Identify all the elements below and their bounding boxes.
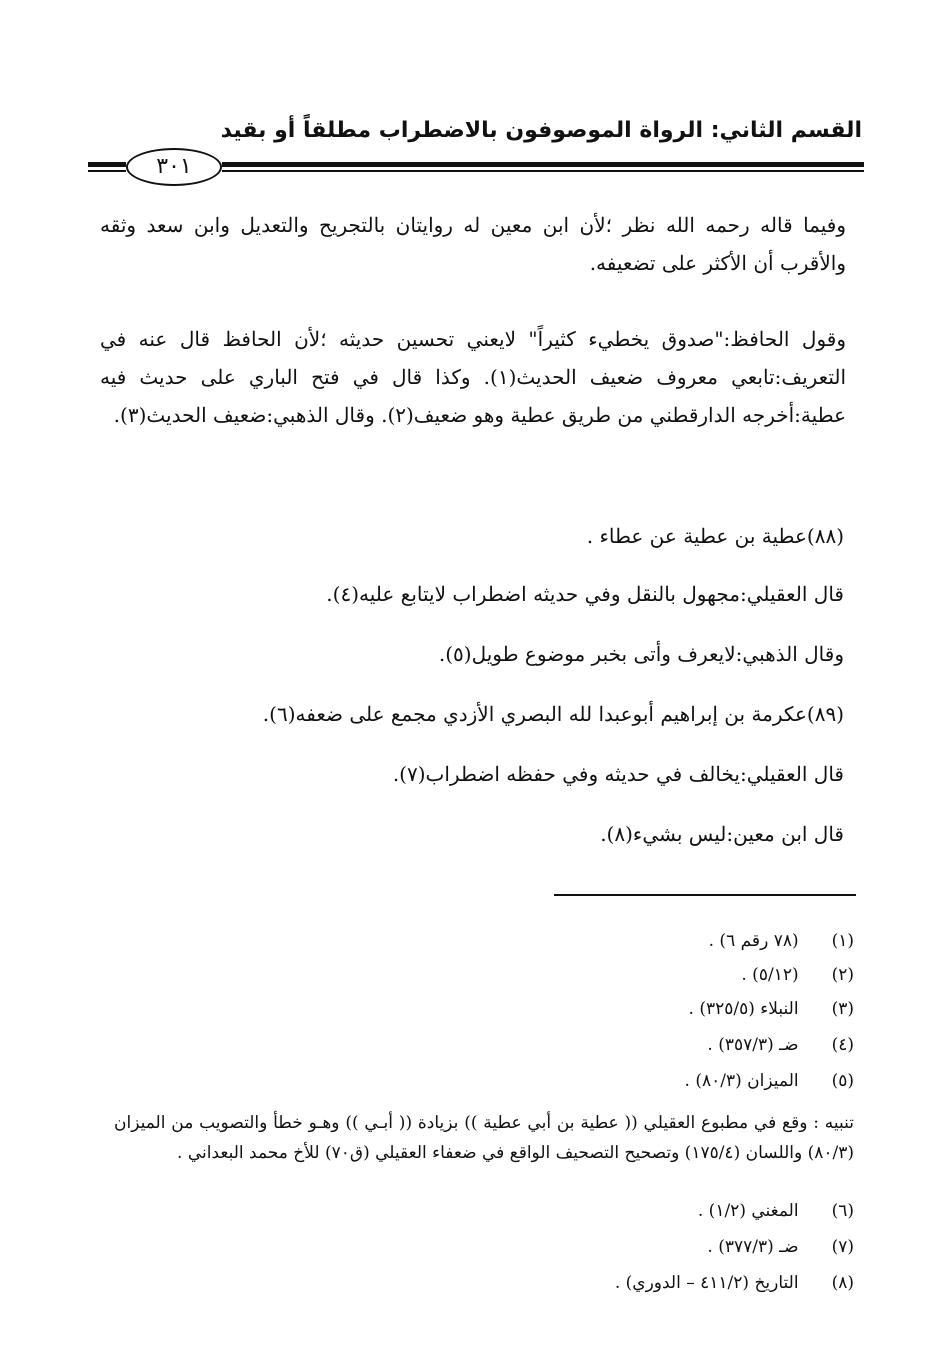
footnote-text: الميزان (٨٠/٣) . — [684, 1071, 799, 1091]
rule-right-thick — [222, 162, 864, 167]
footnote-number: (١) — [831, 931, 854, 951]
paragraph-2 — [100, 320, 846, 434]
footnote-item — [707, 1234, 854, 1260]
entry-89-line-1: قال العقيلي:يخالف في حديثه وفي حفظه اضطراب(٧). — [392, 762, 844, 786]
footnote-text: (٥/١٢) . — [741, 965, 799, 985]
entry-89: (٨٩)عكرمة بن إبراهيم أبوعبدا لله البصري الأزدي مجمع على ضعفه(٦). — [262, 702, 844, 726]
footnote-number: (٨) — [831, 1273, 854, 1293]
footnote-separator — [554, 894, 856, 896]
footnote-text: النبلاء (٣٢٥/٥) . — [688, 999, 799, 1019]
entry-89-line-2: قال ابن معين:ليس بشيء(٨). — [600, 822, 844, 846]
footnote-number: (٣) — [831, 999, 854, 1019]
footnote-text: ضـ (٣٧٧/٣) . — [707, 1237, 799, 1257]
paragraph-1 — [100, 206, 846, 282]
entry-88-line-1: قال العقيلي:مجهول بالنقل وفي حديثه اضطراب لايتابع عليه(٤). — [326, 582, 844, 606]
footnote-text: التاريخ (٤١١/٢ – الدوري) . — [614, 1273, 799, 1293]
footnote-number: (٧) — [831, 1237, 854, 1257]
running-title: القسم الثاني: الرواة الموصوفون بالاضطراب مطلقاً أو بقيد — [220, 118, 862, 143]
rule-left-thick — [88, 162, 126, 167]
page-number: ٣٠١ — [126, 148, 222, 186]
footnote-item — [689, 996, 854, 1022]
footnote-number: (٦) — [831, 1201, 854, 1221]
footnote-number: (٤) — [831, 1035, 854, 1055]
footnote-item — [615, 1270, 854, 1296]
footnote-number: (٥) — [831, 1071, 854, 1091]
footnote-item — [685, 1068, 854, 1094]
footnote-number: (٢) — [831, 965, 854, 985]
footnote-text: ضـ (٣٥٧/٣) . — [707, 1035, 799, 1055]
entry-88-line-2: وقال الذهبي:لايعرف وأتى بخبر موضوع طويل(٥). — [438, 642, 844, 666]
footnote-text: المغني (١/٢) . — [697, 1201, 799, 1221]
entry-88: (٨٨)عطية بن عطية عن عطاء . — [586, 524, 844, 548]
paragraph-1-text: وفيما قاله رحمه الله نظر ؛لأن ابن معين له روايتان بالتجريح والتعديل وابن سعد وثقه والأقرب أن الأكثر على تضعيفه. — [100, 213, 846, 275]
rule-left-thin — [88, 170, 126, 172]
footnote-item — [709, 928, 854, 954]
footnote-item — [707, 1032, 854, 1058]
footnote-item — [741, 962, 854, 988]
paragraph-2-text: وقول الحافظ:"صدوق يخطيء كثيراً" لايعني تحسين حديثه ؛لأن الحافظ قال عنه في التعريف:تابعي معروف ضعيف الحديث(١). وكذا قال في فتح الباري على حديث فيه عطية:أخرجه الدارقطني من طريق عطية وهو ضعيف(٢). وقال الذهبي:ضعيف الحديث(٣). — [100, 327, 846, 427]
footnote-note: تنبيه : وقع في مطبوع العقيلي (( عطية بن أبي عطية )) بزيادة (( أبـي )) وهـو خطأ والتصويب من الميزان (٨٠/٣) واللسان (١٧٥/٤) وتصحيح التصحيف الواقع في ضعفاء العقيلي (ق٧٠) للأخ محمد البعداني . — [114, 1113, 854, 1163]
footnote-item — [698, 1198, 854, 1224]
header-rule — [88, 148, 864, 188]
rule-right-thin — [222, 170, 864, 172]
footnote-text: (٧٨ رقم ٦) . — [708, 931, 799, 951]
